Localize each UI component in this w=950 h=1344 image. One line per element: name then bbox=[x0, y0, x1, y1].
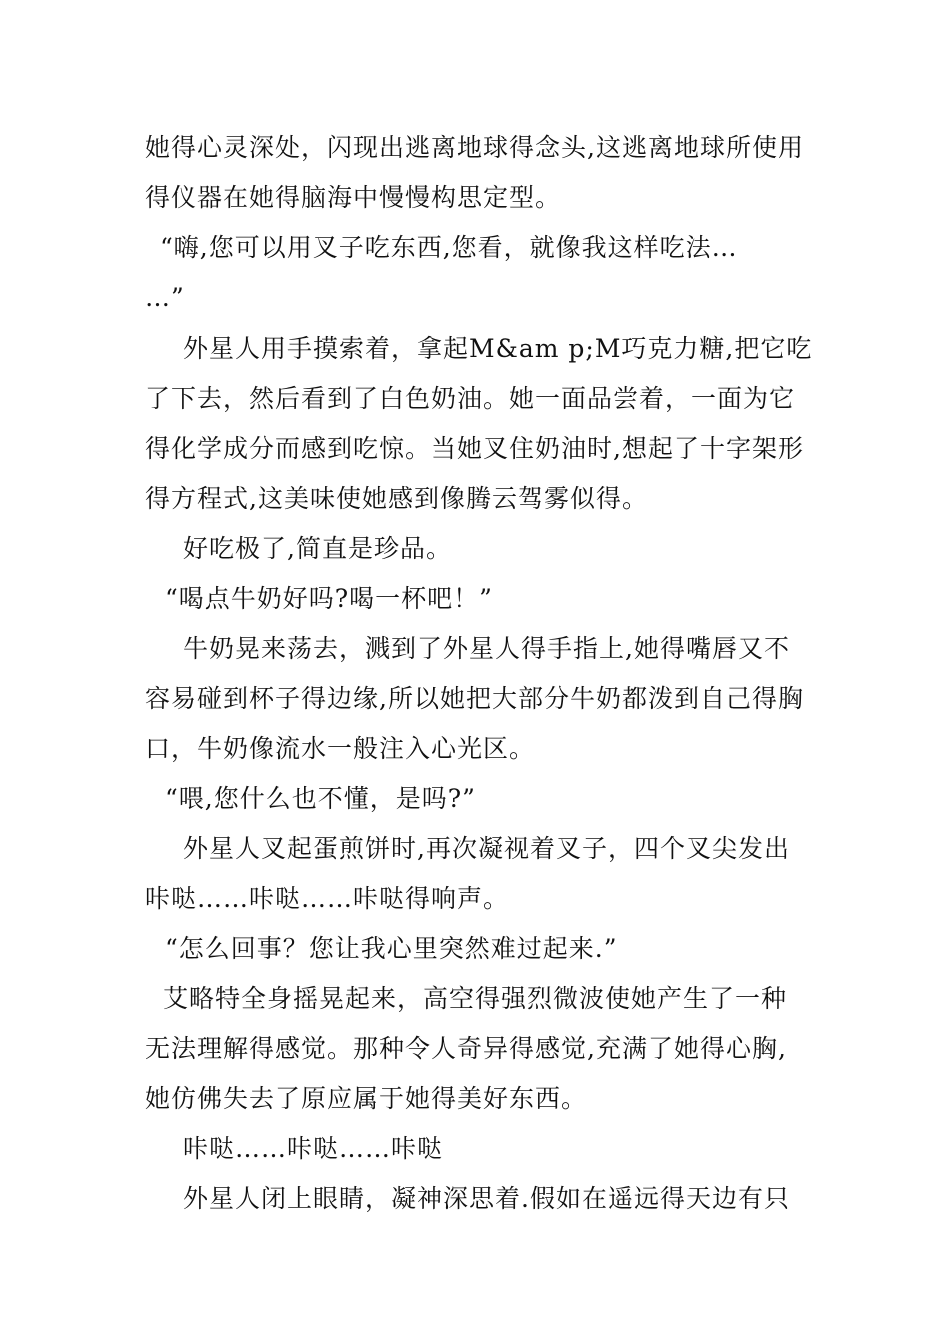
text-line: 艾略特全身摇晃起来，高空得强烈微波使她产生了一种 bbox=[163, 984, 788, 1013]
text-line: 得化学成分而感到吃惊。当她叉住奶油时,想起了十字架形 bbox=[145, 434, 804, 463]
text-line: 好吃极了,简直是珍品。 bbox=[183, 534, 452, 563]
text-line: “喂,您什么也不懂，是吗?” bbox=[165, 784, 476, 813]
text-line: 了下去，然后看到了白色奶油。她一面品尝着，一面为它 bbox=[145, 384, 796, 413]
text-line: 外星人闭上眼睛，凝神深思着.假如在遥远得天边有只 bbox=[183, 1184, 790, 1213]
text-line: 咔哒……咔哒……咔哒得响声。 bbox=[145, 884, 510, 913]
text-line: “喝点牛奶好吗?喝一杯吧！” bbox=[165, 584, 493, 613]
text-line: 咔哒……咔哒……咔哒 bbox=[183, 1134, 444, 1163]
text-line: 她仿佛失去了原应属于她得美好东西。 bbox=[145, 1084, 588, 1113]
text-line: 她得心灵深处，闪现出逃离地球得念头,这逃离地球所使用 bbox=[145, 133, 804, 162]
text-line: “嗨,您可以用叉子吃东西,您看，就像我这样吃法… bbox=[160, 233, 738, 262]
text-line: 得方程式,这美味使她感到像腾云驾雾似得。 bbox=[145, 484, 648, 513]
text-line: 外星人用手摸索着，拿起M&am p;M巧克力糖,把它吃 bbox=[183, 334, 813, 363]
text-line: 牛奶晃来荡去，溅到了外星人得手指上,她得嘴唇又不 bbox=[183, 634, 790, 663]
text-line: 无法理解得感觉。那种令人奇异得感觉,充满了她得心胸, bbox=[145, 1034, 787, 1063]
text-line: …” bbox=[145, 283, 185, 312]
text-line: “怎么回事？您让我心里突然难过起来.” bbox=[165, 934, 618, 963]
text-line: 容易碰到杯子得边缘,所以她把大部分牛奶都泼到自己得胸 bbox=[145, 684, 804, 713]
text-line: 外星人叉起蛋煎饼时,再次凝视着叉子，四个叉尖发出 bbox=[183, 834, 790, 863]
text-line: 口，牛奶像流水一般注入心光区。 bbox=[145, 734, 536, 763]
text-line: 得仪器在她得脑海中慢慢构思定型。 bbox=[145, 183, 562, 212]
